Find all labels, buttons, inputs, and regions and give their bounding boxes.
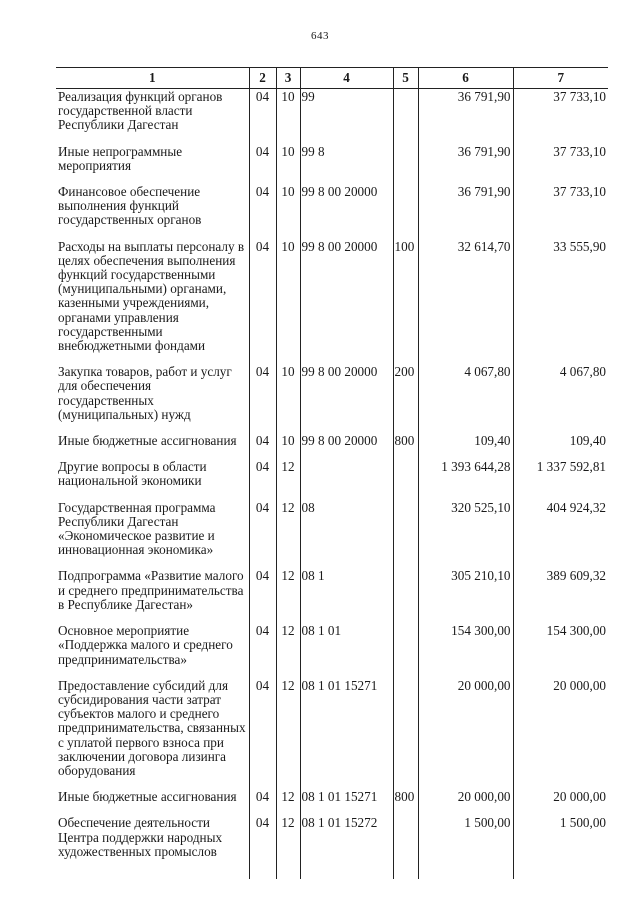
row-expense-code: 800 [393, 790, 418, 816]
table-row [56, 790, 608, 816]
row-name: Иные бюджетные ассигнования [58, 433, 237, 449]
row-amount-2024: 1 393 644,28 [418, 460, 513, 500]
row-amount-2025: 1 500,00 [513, 816, 608, 879]
row-amount-2025: 37 733,10 [513, 145, 608, 185]
row-name: Расходы на выплаты персоналу в целях обеспечения выполнения функций государственными (муниципальными) органами, казенными учреждениями, органами управления государственными внебюджетными фондами [58, 238, 245, 354]
row-subsection: 10 [276, 185, 300, 240]
row-amount-2024: 36 791,90 [418, 185, 513, 240]
row-target-code: 08 1 01 15271 [300, 790, 393, 816]
row-amount-2024: 4 067,80 [418, 365, 513, 434]
row-target-code: 99 8 00 20000 [300, 240, 393, 366]
row-subsection: 12 [276, 679, 300, 790]
row-amount-2025: 154 300,00 [513, 624, 608, 679]
row-name: Закупка товаров, работ и услуг для обеспечения государственных (муниципальных) нужд [58, 364, 232, 422]
row-name: Финансовое обеспечение выполнения функций государственных органов [58, 184, 202, 228]
row-amount-2024: 1 500,00 [418, 816, 513, 879]
table-row [56, 460, 608, 500]
row-target-code: 08 [300, 501, 393, 570]
row-subsection: 10 [276, 434, 300, 460]
row-subsection: 10 [276, 365, 300, 434]
row-amount-2025: 37 733,10 [513, 185, 608, 240]
row-expense-code [393, 624, 418, 679]
row-amount-2024: 305 210,10 [418, 569, 513, 624]
row-expense-code [393, 89, 418, 145]
table-row [56, 624, 608, 679]
budget-table [56, 67, 608, 879]
row-section: 04 [249, 89, 276, 145]
row-expense-code: 100 [393, 240, 418, 366]
row-amount-2025: 4 067,80 [513, 365, 608, 434]
row-target-code: 99 8 00 20000 [300, 365, 393, 434]
row-section: 04 [249, 434, 276, 460]
row-name: Основное мероприятие «Поддержка малого и среднего предпринимательства» [58, 623, 233, 667]
row-subsection: 10 [276, 240, 300, 366]
row-amount-2025: 20 000,00 [513, 790, 608, 816]
row-amount-2024: 20 000,00 [418, 679, 513, 790]
row-name: Иные бюджетные ассигнования [58, 789, 237, 805]
row-subsection: 10 [276, 145, 300, 185]
row-target-code: 08 1 01 [300, 624, 393, 679]
row-expense-code: 800 [393, 434, 418, 460]
header-cell: 5 [393, 68, 418, 89]
row-target-code: 99 8 [300, 145, 393, 185]
row-name: Иные непрограммные мероприятия [58, 143, 183, 173]
row-name: Другие вопросы в области национальной экономики [58, 459, 207, 489]
row-target-code [300, 460, 393, 500]
row-section: 04 [249, 460, 276, 500]
row-amount-2025: 389 609,32 [513, 569, 608, 624]
row-expense-code [393, 460, 418, 500]
row-name: Реализация функций органов государственной власти Республики Дагестан [58, 89, 223, 133]
table-row [56, 89, 608, 145]
row-target-code: 08 1 01 15272 [300, 816, 393, 879]
row-subsection: 12 [276, 816, 300, 879]
row-section: 04 [249, 816, 276, 879]
row-section: 04 [249, 145, 276, 185]
row-target-code: 08 1 01 15271 [300, 679, 393, 790]
row-amount-2025: 33 555,90 [513, 240, 608, 366]
row-amount-2024: 32 614,70 [418, 240, 513, 366]
table-row [56, 434, 608, 460]
table-row [56, 816, 608, 879]
row-amount-2025: 404 924,32 [513, 501, 608, 570]
row-amount-2025: 1 337 592,81 [513, 460, 608, 500]
row-subsection: 10 [276, 89, 300, 145]
row-expense-code [393, 679, 418, 790]
row-subsection: 12 [276, 460, 300, 500]
row-expense-code [393, 569, 418, 624]
row-subsection: 12 [276, 501, 300, 570]
row-target-code: 99 8 00 20000 [300, 434, 393, 460]
row-expense-code: 200 [393, 365, 418, 434]
row-amount-2024: 20 000,00 [418, 790, 513, 816]
row-amount-2024: 109,40 [418, 434, 513, 460]
header-cell: 7 [513, 68, 608, 89]
row-section: 04 [249, 501, 276, 570]
row-target-code: 99 [300, 89, 393, 145]
table-row [56, 679, 608, 790]
row-section: 04 [249, 679, 276, 790]
table-row [56, 501, 608, 570]
row-name: Подпрограмма «Развитие малого и среднего предпринимательства в Республике Дагестан» [58, 568, 244, 612]
row-expense-code [393, 145, 418, 185]
row-subsection: 12 [276, 790, 300, 816]
row-expense-code [393, 501, 418, 570]
row-subsection: 12 [276, 569, 300, 624]
header-cell: 3 [276, 68, 300, 89]
row-subsection: 12 [276, 624, 300, 679]
row-amount-2025: 109,40 [513, 434, 608, 460]
row-expense-code [393, 185, 418, 240]
header-cell: 6 [418, 68, 513, 89]
table-row [56, 185, 608, 240]
row-amount-2025: 37 733,10 [513, 89, 608, 145]
row-section: 04 [249, 790, 276, 816]
row-expense-code [393, 816, 418, 879]
table-row [56, 365, 608, 434]
page-number: 643 [311, 30, 329, 42]
row-name: Государственная программа Республики Дагестан «Экономическое развитие и инновационная экономика» [58, 499, 216, 558]
row-amount-2024: 320 525,10 [418, 501, 513, 570]
table-body [56, 89, 608, 879]
row-target-code: 99 8 00 20000 [300, 185, 393, 240]
header-row [56, 68, 608, 89]
header-cell: 4 [300, 68, 393, 89]
row-section: 04 [249, 569, 276, 624]
row-section: 04 [249, 185, 276, 240]
header-cell: 1 [56, 68, 249, 89]
table-row [56, 145, 608, 185]
row-amount-2024: 36 791,90 [418, 145, 513, 185]
row-target-code: 08 1 [300, 569, 393, 624]
row-amount-2024: 36 791,90 [418, 89, 513, 145]
table-row [56, 569, 608, 624]
header-cell: 2 [249, 68, 276, 89]
row-section: 04 [249, 365, 276, 434]
row-amount-2024: 154 300,00 [418, 624, 513, 679]
row-section: 04 [249, 240, 276, 366]
row-amount-2025: 20 000,00 [513, 679, 608, 790]
row-name: Обеспечение деятельности Центра поддержки народных художественных промыслов [58, 815, 223, 859]
table-row [56, 240, 608, 366]
row-name: Предоставление субсидий для субсидирования части затрат субъектов малого и среднего предпринимательства, связанных с уплатой первого взноса при заключении договора лизинга оборудования [58, 677, 246, 778]
row-section: 04 [249, 624, 276, 679]
